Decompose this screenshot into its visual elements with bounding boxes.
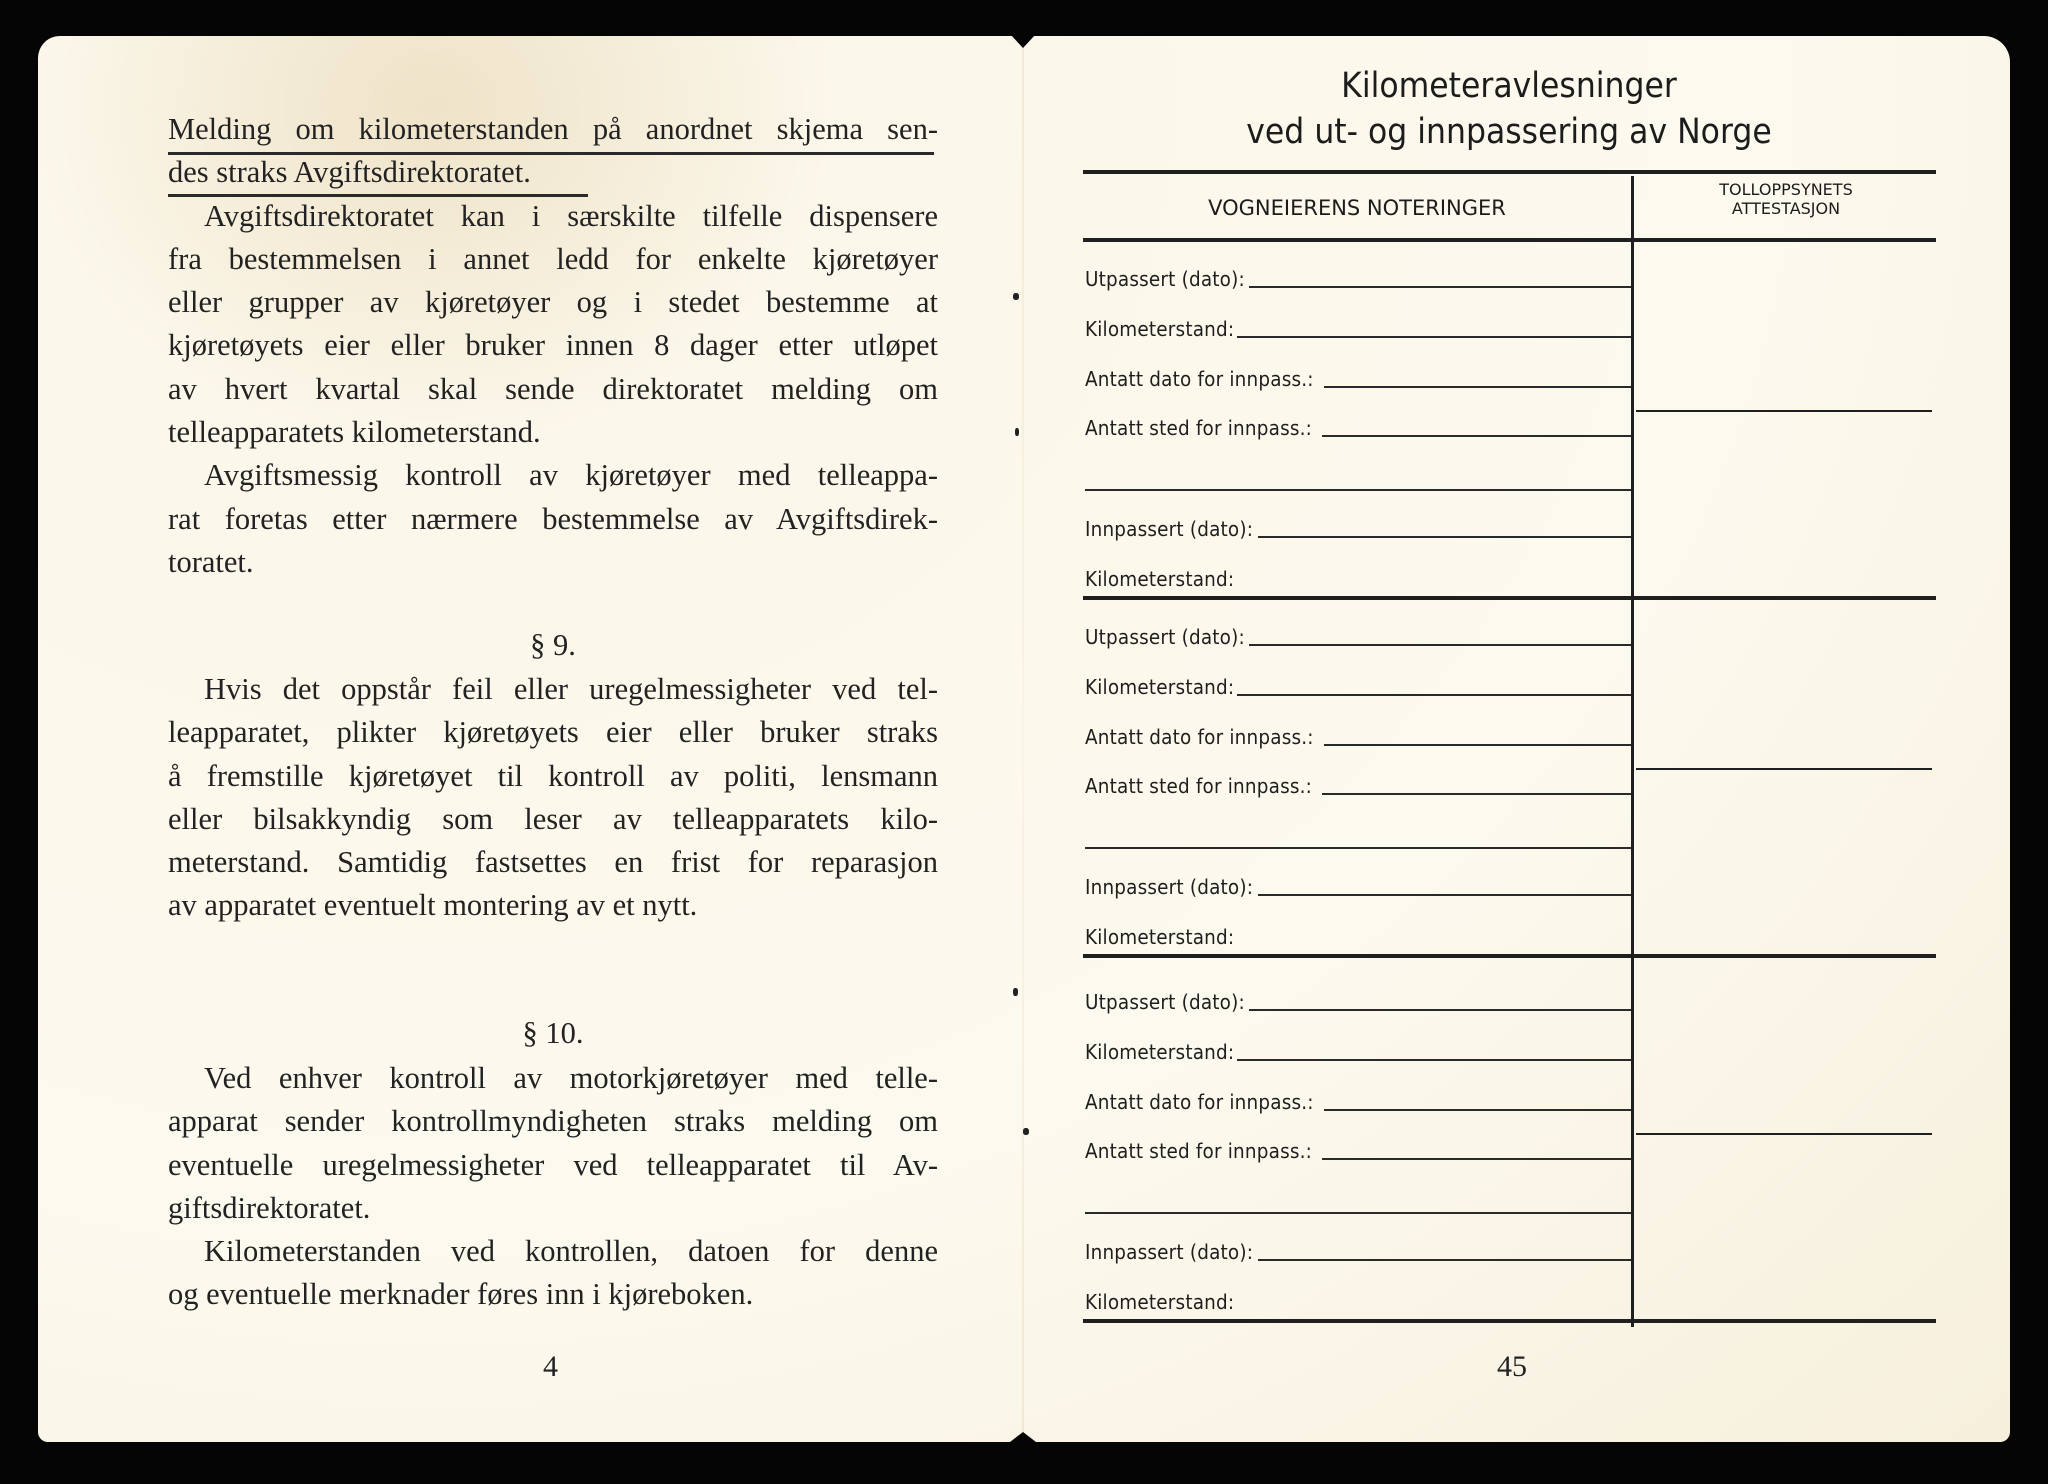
- section-9-text: [168, 668, 938, 928]
- field-label: Innpassert (dato):: [1085, 517, 1254, 541]
- text-line: leapparatet, plikter kjøretøyets eier eller bruker straks: [168, 715, 938, 750]
- field-label: Innpassert (dato):: [1085, 1240, 1254, 1264]
- field-label: Antatt sted for innpass.:: [1085, 1139, 1313, 1163]
- field-label: Kilometerstand:: [1085, 675, 1235, 699]
- entry-blank-line[interactable]: [1324, 385, 1631, 388]
- form-field-innpassert[interactable]: [1085, 1233, 1631, 1263]
- text-line: Ved enhver kontroll av motorkjøretøyer med telle-: [204, 1061, 938, 1095]
- text-line: giftsdirektoratet.: [168, 1190, 371, 1225]
- form-field-innpassert[interactable]: [1085, 868, 1631, 898]
- field-label: Antatt dato for innpass.:: [1085, 725, 1314, 749]
- text-line: telleapparatets kilometerstand.: [168, 415, 541, 450]
- field-label: Antatt dato for innpass.:: [1085, 1090, 1314, 1114]
- text-line: Avgiftsdirektoratet kan i særskilte tilfelle dispensere: [204, 198, 938, 233]
- entry-blank-line[interactable]: [1237, 1058, 1631, 1061]
- field-label: Antatt sted for innpass.:: [1085, 416, 1313, 440]
- form-field-utpassert[interactable]: [1085, 618, 1631, 648]
- header-vogneierens-noteringer: VOGNEIERENS NOTERINGER: [1208, 196, 1506, 220]
- form-field-utpassert[interactable]: [1085, 983, 1631, 1013]
- field-label: Kilometerstand:: [1085, 925, 1235, 949]
- text-line: Melding om kilometerstanden på anordnet skjema sen-: [168, 112, 938, 146]
- text-line: og eventuelle merknader føres inn i kjøreboken.: [168, 1277, 754, 1312]
- text-line: meterstand. Samtidig fastsettes en frist for reparasjon: [168, 845, 938, 880]
- column-divider: [1631, 176, 1634, 1327]
- field-label: Utpassert (dato):: [1085, 990, 1245, 1014]
- field-label: Kilometerstand:: [1085, 1290, 1235, 1314]
- staple-hole-mark: [1023, 1128, 1029, 1135]
- text-line: eller grupper av kjøretøyer og i stedet bestemme at: [168, 285, 938, 320]
- form-title: Kilometeravlesninger: [1341, 66, 1677, 106]
- header-tolloppsynets-attestasjon: [1636, 180, 1936, 218]
- block-bottom-rule: [1083, 954, 1936, 958]
- entry-blank-line[interactable]: [1324, 743, 1631, 746]
- text-line: rat foretas etter nærmere bestemmelse av Avgiftsdirek-: [168, 501, 938, 536]
- form-field-antatt-dato[interactable]: [1085, 1083, 1631, 1113]
- entry-blank-line[interactable]: [1249, 1008, 1631, 1011]
- section-10-text: [168, 1057, 938, 1317]
- entry-blank-line[interactable]: [1322, 1157, 1631, 1160]
- entry-blank-line[interactable]: [1322, 792, 1631, 795]
- left-page-text: [168, 108, 938, 584]
- staple-hole-mark: [1015, 428, 1019, 436]
- text-line: eventuelle uregelmessigheter ved telleapparatet til Av-: [168, 1147, 938, 1182]
- section-9-heading: § 9.: [530, 628, 576, 662]
- field-label: Antatt sted for innpass.:: [1085, 774, 1313, 798]
- free-entry-line[interactable]: [1085, 1212, 1631, 1214]
- attestation-signature-line[interactable]: [1636, 768, 1932, 770]
- text-line: kjøretøyets eier eller bruker innen 8 dager etter utløpet: [168, 328, 938, 363]
- field-label: Kilometerstand:: [1085, 567, 1235, 591]
- text-line: eller bilsakkyndig som leser av telleapparatets kilo-: [168, 801, 938, 836]
- field-label: Utpassert (dato):: [1085, 267, 1245, 291]
- form-field-antatt-sted[interactable]: [1085, 767, 1631, 797]
- field-label: Kilometerstand:: [1085, 1040, 1235, 1064]
- header-bottom-rule: [1083, 238, 1936, 242]
- entry-blank-line[interactable]: [1258, 535, 1631, 538]
- form-field-km2[interactable]: [1085, 918, 1631, 948]
- form-field-km1[interactable]: [1085, 1033, 1631, 1063]
- form-field-antatt-sted[interactable]: [1085, 1132, 1631, 1162]
- text-line: Kilometerstanden ved kontrollen, datoen for denne: [204, 1234, 938, 1269]
- staple-hole-mark: [1013, 988, 1018, 996]
- field-label: Antatt dato for innpass.:: [1085, 367, 1314, 391]
- field-label: Kilometerstand:: [1085, 317, 1235, 341]
- entry-blank-line[interactable]: [1258, 893, 1631, 896]
- form-field-km2[interactable]: [1085, 1283, 1631, 1313]
- text-line: fra bestemmelsen i annet ledd for enkelte kjøretøyer: [168, 241, 938, 276]
- attestation-signature-line[interactable]: [1636, 410, 1932, 412]
- page-number-right: 45: [1497, 1350, 1527, 1383]
- entry-blank-line[interactable]: [1249, 643, 1631, 646]
- underline-rule: [168, 194, 588, 197]
- field-label: Innpassert (dato):: [1085, 875, 1254, 899]
- block-bottom-rule: [1083, 1319, 1936, 1323]
- attestation-signature-line[interactable]: [1636, 1133, 1932, 1135]
- spine-fold: [1022, 36, 1024, 1442]
- text-line: av apparatet eventuelt montering av et nytt.: [168, 888, 698, 923]
- table-top-rule: [1083, 170, 1936, 174]
- text-line: des straks Avgiftsdirektoratet.: [168, 155, 531, 190]
- page-number-left: 4: [543, 1350, 558, 1383]
- entry-blank-line[interactable]: [1322, 434, 1631, 437]
- form-field-km2[interactable]: [1085, 560, 1631, 590]
- staple-hole-mark: [1013, 293, 1019, 300]
- text-line: Hvis det oppstår feil eller uregelmessigheter ved tel-: [204, 672, 938, 706]
- text-line: av hvert kvartal skal sende direktoratet melding om: [168, 371, 938, 406]
- entry-blank-line[interactable]: [1258, 1258, 1631, 1261]
- entry-blank-line[interactable]: [1237, 693, 1631, 696]
- free-entry-line[interactable]: [1085, 847, 1631, 849]
- header-line: TOLLOPPSYNETS: [1719, 180, 1853, 199]
- form-subtitle: ved ut- og innpassering av Norge: [1246, 112, 1772, 152]
- entry-blank-line[interactable]: [1237, 335, 1631, 338]
- header-line: ATTESTASJON: [1731, 199, 1841, 218]
- section-10-heading: § 10.: [522, 1016, 584, 1050]
- form-field-innpassert[interactable]: [1085, 510, 1631, 540]
- form-field-km1[interactable]: [1085, 310, 1631, 340]
- text-line: apparat sender kontrollmyndigheten straks melding om: [168, 1104, 938, 1139]
- text-line: toratet.: [168, 544, 254, 579]
- form-field-km1[interactable]: [1085, 668, 1631, 698]
- block-bottom-rule: [1083, 596, 1936, 600]
- field-label: Utpassert (dato):: [1085, 625, 1245, 649]
- text-line: Avgiftsmessig kontroll av kjøretøyer med telleappa-: [204, 458, 938, 493]
- form-field-antatt-dato[interactable]: [1085, 718, 1631, 748]
- entry-blank-line[interactable]: [1249, 285, 1631, 288]
- text-line: å fremstille kjøretøyet til kontroll av politi, lensmann: [168, 758, 938, 793]
- underline-rule: [168, 152, 934, 155]
- form-field-antatt-dato[interactable]: [1085, 360, 1631, 390]
- form-field-utpassert[interactable]: [1085, 260, 1631, 290]
- form-field-antatt-sted[interactable]: [1085, 409, 1631, 439]
- entry-blank-line[interactable]: [1324, 1108, 1631, 1111]
- free-entry-line[interactable]: [1085, 489, 1631, 491]
